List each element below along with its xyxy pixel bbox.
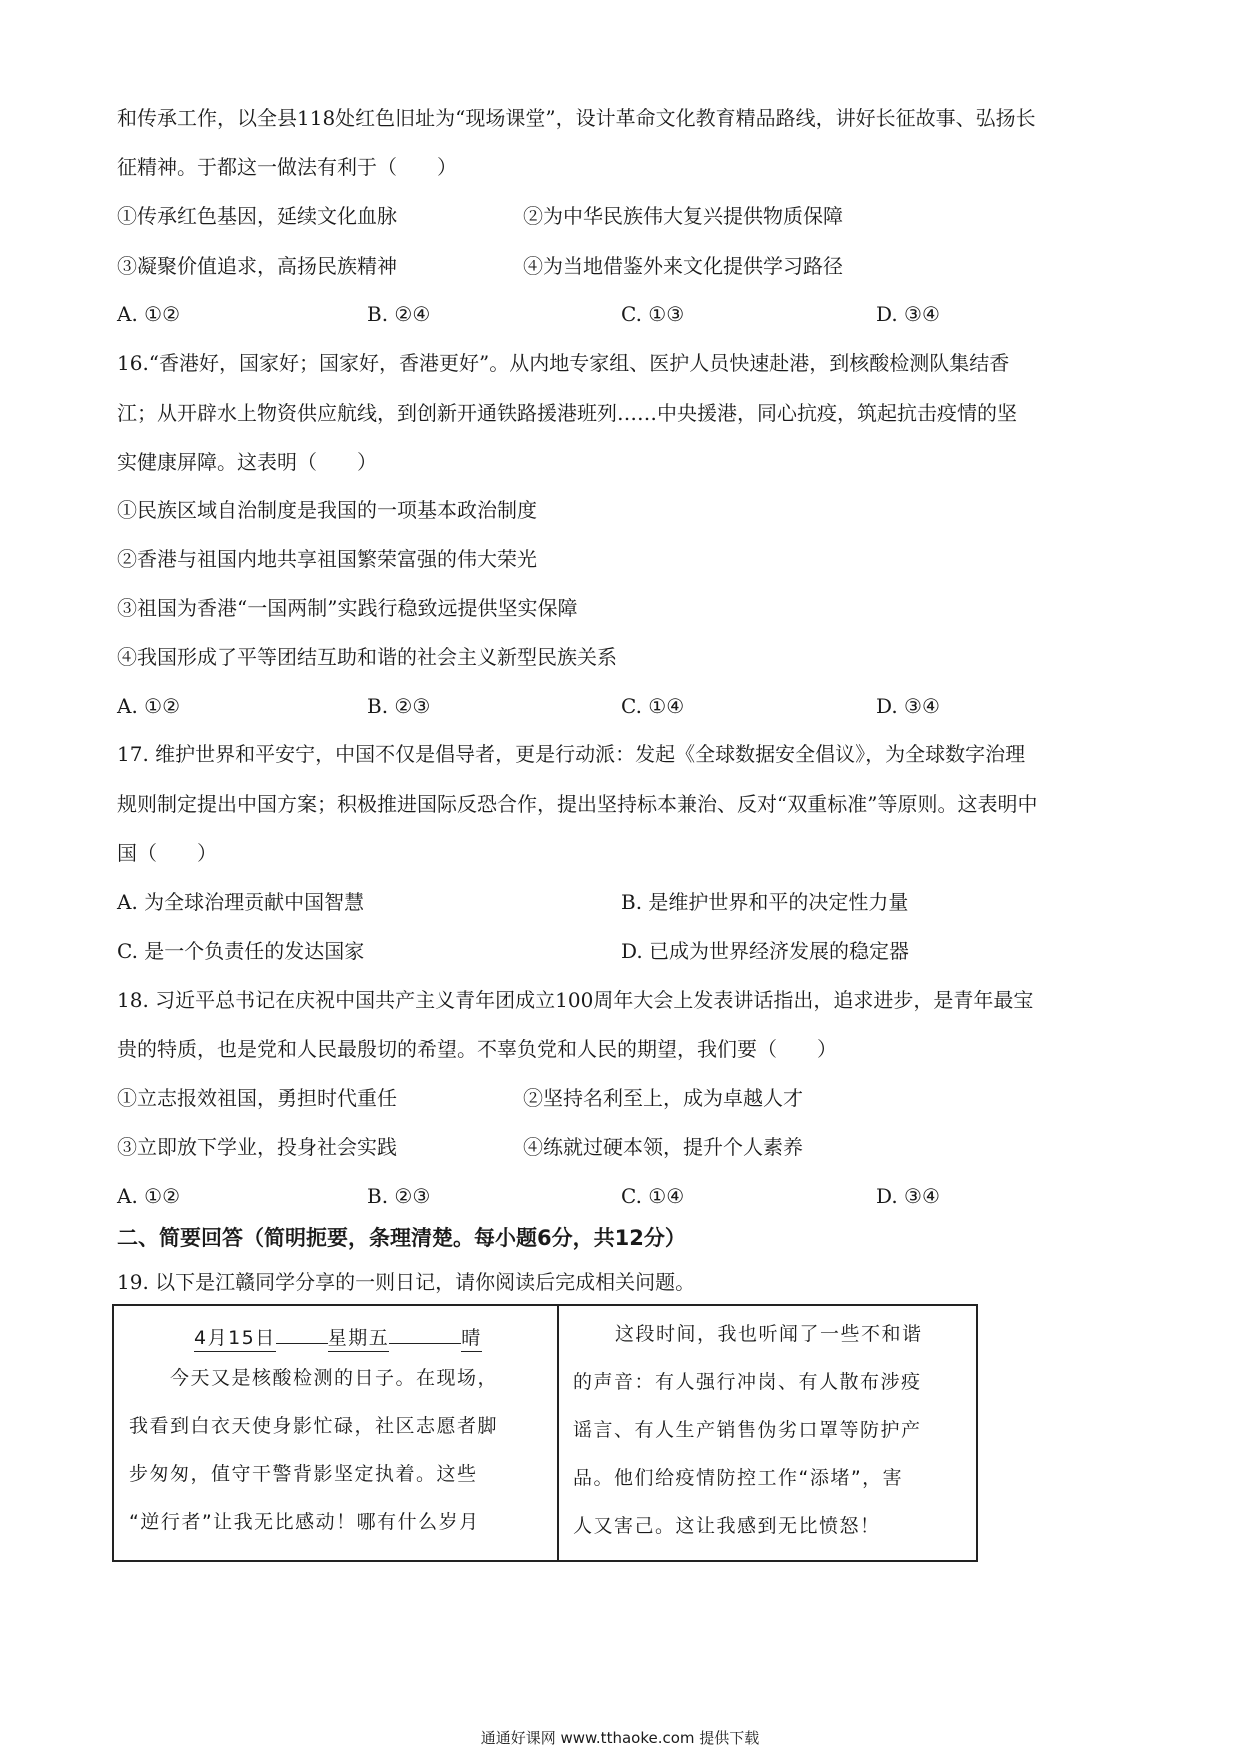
- q18-item-3: ③立即放下学业，投身社会实践: [117, 1135, 397, 1159]
- q18-stem-line-2: 贵的特质，也是党和人民最殷切的希望。不辜负党和人民的期望，我们要（ ）: [117, 1037, 837, 1061]
- q16-item-1: ①民族区域自治制度是我国的一项基本政治制度: [117, 498, 537, 522]
- q15-stem-line-2: 征精神。于都这一做法有利于（ ）: [117, 155, 457, 179]
- q16-item-4: ④我国形成了平等团结互助和谐的社会主义新型民族关系: [117, 645, 617, 669]
- q16-option-a: A. ①②: [117, 694, 181, 718]
- q18-option-d: D. ③④: [876, 1184, 940, 1208]
- q18-item-2: ②坚持名利至上，成为卓越人才: [523, 1086, 803, 1110]
- diary-left-cell: [114, 1306, 557, 1560]
- q16-item-2: ②香港与祖国内地共享祖国繁荣富强的伟大荣光: [117, 547, 537, 571]
- q15-item-1: ①传承红色基因，延续文化血脉: [117, 204, 397, 228]
- q16-option-c: C. ①④: [621, 694, 685, 718]
- section-heading: 二、简要回答（简明扼要，条理清楚。每小题6分，共12分）: [117, 1226, 686, 1250]
- q18-option-c: C. ①④: [621, 1184, 685, 1208]
- diary-right-line: 人又害己。这让我感到无比愤怒！: [573, 1515, 881, 1537]
- q18-item-4: ④练就过硬本领，提升个人素养: [523, 1135, 803, 1159]
- diary-header: [194, 1324, 482, 1352]
- q15-option-c: C. ①③: [621, 302, 685, 326]
- diary-left-line: 步匆匆，值守干警背影坚定执着。这些: [129, 1463, 478, 1485]
- q17-stem-line-1: 17. 维护世界和平安宁，中国不仅是倡导者，更是行动派：发起《全球数据安全倡议》，为全球数字治理: [117, 742, 1026, 766]
- q18-stem-line-1: 18. 习近平总书记在庆祝中国共产主义青年团成立100周年大会上发表讲话指出，追求进步，是青年最宝: [117, 988, 1034, 1012]
- q17-option-a: A. 为全球治理贡献中国智慧: [117, 890, 365, 914]
- q16-option-b: B. ②③: [367, 694, 431, 718]
- q15-option-b: B. ②④: [367, 302, 431, 326]
- q17-stem-line-2: 规则制定提出中国方案；积极推进国际反恐合作，提出坚持标本兼治、反对“双重标准”等原则。这表明中: [117, 792, 1038, 816]
- diary-left-line: 我看到白衣天使身影忙碌，社区志愿者脚: [129, 1415, 499, 1437]
- q15-item-3: ③凝聚价值追求，高扬民族精神: [117, 254, 397, 278]
- q15-option-a: A. ①②: [117, 302, 181, 326]
- diary-right-line: 品。他们给疫情防控工作“添堵”，害: [573, 1467, 904, 1489]
- q17-stem-line-3: 国（ ）: [117, 841, 217, 865]
- diary-date: 4月15日: [194, 1325, 276, 1352]
- diary-right-cell: [559, 1306, 976, 1560]
- diary-right-line: 谣言、有人生产销售伪劣口罩等防护产: [573, 1419, 922, 1441]
- q16-option-d: D. ③④: [876, 694, 940, 718]
- q17-option-c: C. 是一个负责任的发达国家: [117, 939, 365, 963]
- diary-right-line: 这段时间，我也听闻了一些不和谐: [615, 1323, 923, 1345]
- diary-left-line: “逆行者”让我无比感动！哪有什么岁月: [129, 1511, 480, 1533]
- q16-stem-line-1: 16.“香港好，国家好；国家好，香港更好”。从内地专家组、医护人员快速赴港，到核酸检测队集结香: [117, 351, 1010, 375]
- q16-stem-line-3: 实健康屏障。这表明（ ）: [117, 450, 377, 474]
- diary-right-line: 的声音：有人强行冲岗、有人散布涉疫: [573, 1371, 922, 1393]
- q17-option-d: D. 已成为世界经济发展的稳定器: [621, 939, 910, 963]
- q16-stem-line-2: 江；从开辟水上物资供应航线，到创新开通铁路援港班列……中央援港，同心抗疫，筑起抗击疫情的坚: [117, 401, 1017, 425]
- q18-item-1: ①立志报效祖国，勇担时代重任: [117, 1086, 397, 1110]
- diary-table: [112, 1304, 978, 1562]
- q15-option-d: D. ③④: [876, 302, 940, 326]
- q15-item-4: ④为当地借鉴外来文化提供学习路径: [523, 254, 843, 278]
- diary-weather: 晴: [461, 1325, 482, 1352]
- q18-option-a: A. ①②: [117, 1184, 181, 1208]
- q16-item-3: ③祖国为香港“一国两制”实践行稳致远提供坚实保障: [117, 596, 578, 620]
- q15-item-2: ②为中华民族伟大复兴提供物质保障: [523, 204, 843, 228]
- q17-option-b: B. 是维护世界和平的决定性力量: [621, 890, 909, 914]
- q18-option-b: B. ②③: [367, 1184, 431, 1208]
- diary-left-line: 今天又是核酸检测的日子。在现场，: [170, 1367, 499, 1389]
- footer-text: 通通好课网 www.tthaoke.com 提供下载: [480, 1729, 760, 1747]
- q15-stem-line-1: 和传承工作，以全县118处红色旧址为“现场课堂”，设计革命文化教育精品路线，讲好长征故事、弘扬长: [117, 106, 1036, 130]
- diary-weekday: 星期五: [328, 1325, 390, 1352]
- q19-stem: 19. 以下是江赣同学分享的一则日记，请你阅读后完成相关问题。: [117, 1270, 696, 1294]
